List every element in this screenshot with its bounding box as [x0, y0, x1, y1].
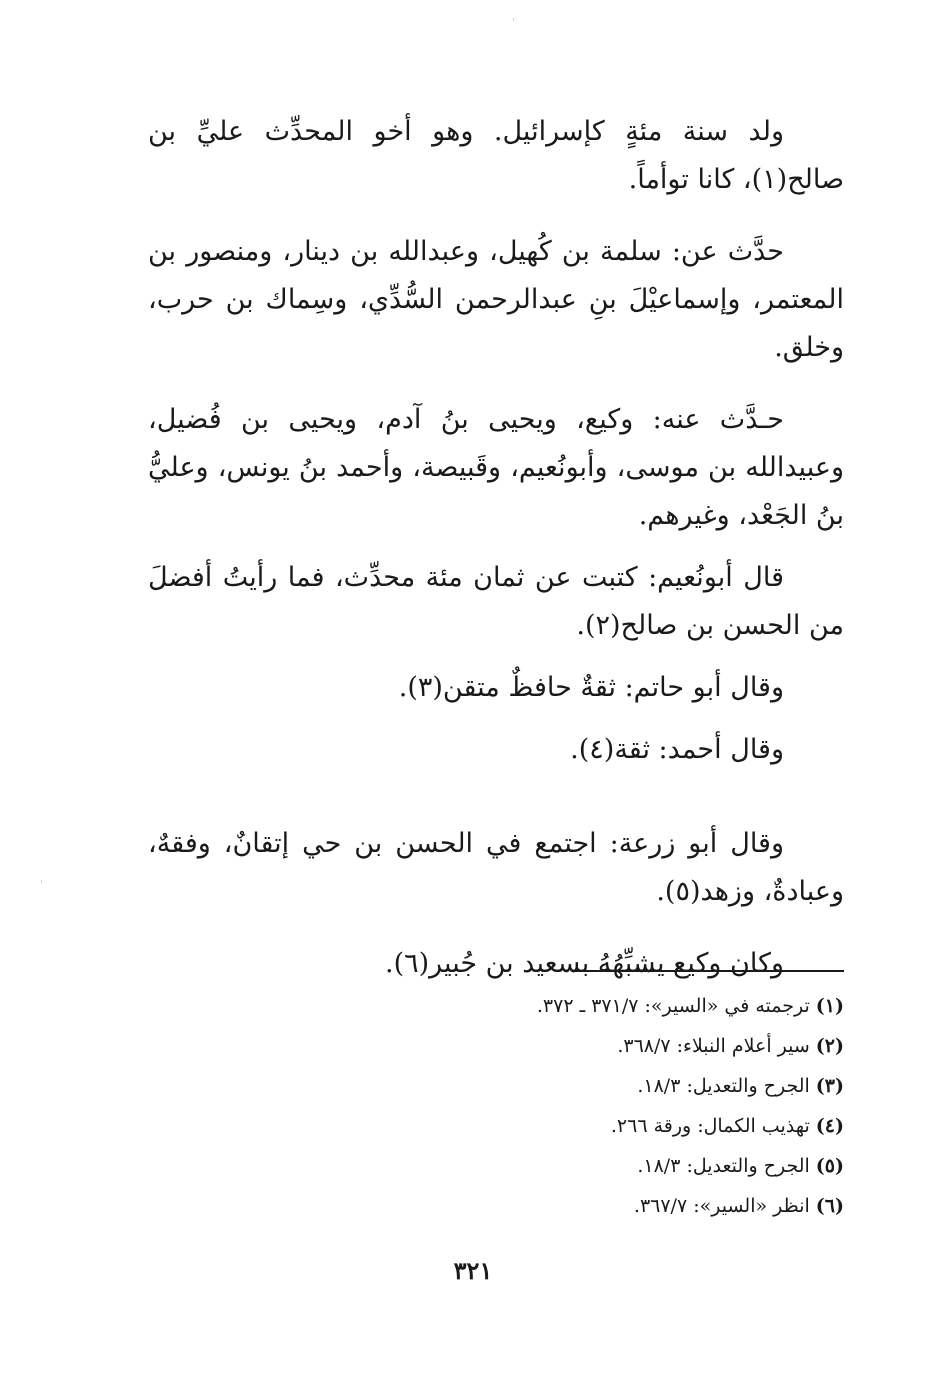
scan-mark: ˈ [40, 880, 43, 891]
footnote-text: ترجمته في «السير»: ٣٧١/٧ ـ ٣٧٢. [536, 995, 810, 1017]
footnote-number: (٤) [815, 1115, 844, 1137]
footnote-number: (٦) [815, 1195, 844, 1217]
footnote-number: (٢) [815, 1035, 844, 1057]
footnote-text: الجرح والتعديل: ١٨/٣. [637, 1155, 810, 1177]
footnote-text: سير أعلام النبلاء: ٣٦٨/٧. [617, 1035, 810, 1057]
footnote [537, 1106, 844, 1146]
paragraph-birth: ولد سنة مئةٍ كإسرائيل. وهو أخو المحدِّث عليِّ بن صالح(١)، كانا توأماً. [148, 116, 844, 195]
paragraph-abu-zura: وقال أبو زرعة: اجتمع في الحسن بن حي إتقانٌ، وفقهٌ، وعبادةٌ، وزهد(٥). [148, 828, 844, 907]
footnote-text: تهذيب الكمال: ورقة ٢٦٦. [610, 1115, 810, 1137]
footnote [537, 1186, 844, 1226]
footnote-text: الجرح والتعديل: ١٨/٣. [637, 1075, 810, 1097]
paragraph-abu-nuaim: قال أبونُعيم: كتبت عن ثمان مئة محدِّث، فما رأيتُ أفضلَ من الحسن بن صالح(٢). [148, 562, 844, 641]
footnote [537, 1026, 844, 1066]
paragraph-waki: وكان وكيع يشبِّهُهُ بسعيد بن جُبير(٦). [384, 948, 784, 979]
footnotes [537, 986, 844, 1226]
scan-mark: ˈ [512, 18, 515, 29]
footnote [537, 1146, 844, 1186]
footnote-number: (١) [815, 995, 844, 1017]
paragraph-ahmad: وقال أحمد: ثقة(٤). [570, 734, 784, 765]
footnote [537, 1066, 844, 1106]
page-number: ٣٢١ [453, 1256, 493, 1285]
footnote-divider [572, 970, 844, 972]
footnote-text: انظر «السير»: ٣٦٧/٧. [633, 1195, 810, 1217]
main-text [148, 108, 844, 988]
footnote [537, 986, 844, 1026]
paragraph-narrated-by: حـدَّث عنه: وكيع، ويحيى بنُ آدم، ويحيى بن فُضيل، وعبيدالله بن موسى، وأبونُعيم، وقَبيصة، وأحمد بنُ يونس، وعليُّ بنُ الجَعْد، وغيرهم. [148, 404, 844, 531]
footnote-number: (٥) [815, 1155, 844, 1177]
footnote-number: (٣) [815, 1075, 844, 1097]
paragraph-narrated-from: حدَّث عن: سلمة بن كُهيل، وعبدالله بن دينار، ومنصور بن المعتمر، وإسماعيْلَ بنِ عبدالرحمن السُّدِّي، وسِماك بن حرب، وخلق. [148, 236, 844, 363]
paragraph-abu-hatim: وقال أبو حاتم: ثقةٌ حافظٌ متقن(٣). [398, 672, 784, 703]
